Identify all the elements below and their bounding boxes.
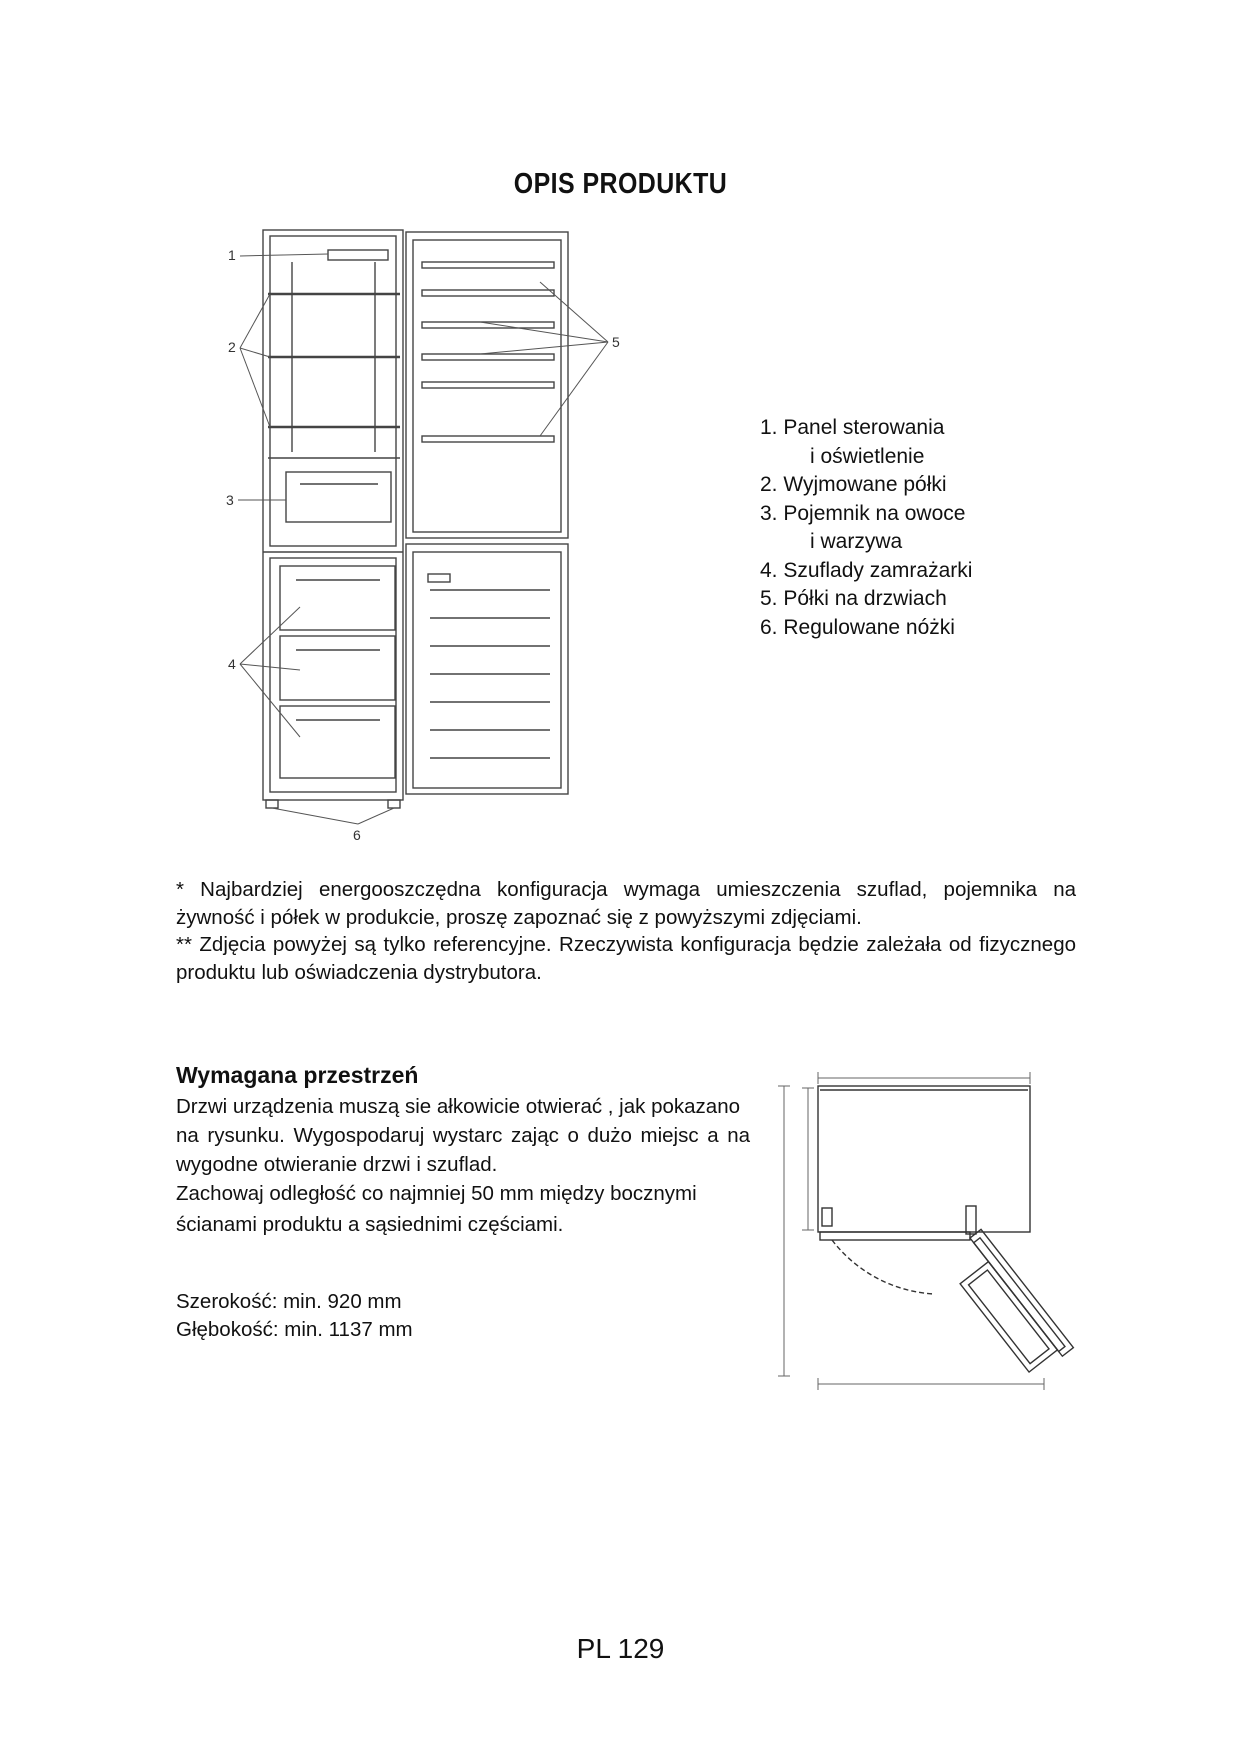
callout-3: 3 [226,492,234,508]
space-description [176,1092,750,1239]
parts-list [760,414,972,642]
space-line: wygodne otwieranie drzwi i szuflad. [176,1153,498,1176]
part-item: 1. Panel sterowania [760,416,945,439]
part-item: 3. Pojemnik na owoce [760,501,966,525]
space-line: na rysunku. Wygospodaruj wystarc zając o dużo miejsc a na [176,1124,750,1147]
control-panel-shape [328,250,388,260]
part-item: 6. Regulowane nóżki [760,615,955,639]
fridge-body-outline [263,230,403,800]
space-line: ścianami produktu a sąsiednimi częściami. [176,1213,564,1236]
callout-4: 4 [228,656,236,672]
space-line: Drzwi urządzenia muszą sie ałkowicie otwierać , jak pokazano [176,1095,740,1118]
depth-requirement: Głębokość: min. 1137 mm [176,1318,413,1341]
part-item: 4. Szuflady zamrażarki [760,558,973,582]
note-energy: * Najbardziej energooszczędna konfiguracja wymaga umieszczenia szuflad, pojemnika na żywność i półek w produkcie, proszę zapoznać się z powyższymi zdjęciami. [176,878,1076,929]
fridge-front-diagram [210,222,680,842]
part-item: 5. Półki na drzwiach [760,587,947,610]
note-reference: ** Zdjęcia powyżej są tylko referencyjne. Rzeczywista konfiguracja będzie zależała od fizycznego produktu lub oświadczenia dystrybutora. [176,933,1076,984]
part-item-continuation: i oświetlenie [810,444,925,468]
page-title: OPIS PRODUKTU [513,168,728,200]
callout-1: 1 [228,247,236,263]
width-requirement: Szerokość: min. 920 mm [176,1290,402,1313]
callout-2: 2 [228,339,236,355]
part-item-continuation: i warzywa [810,530,903,553]
space-line: Zachowaj odległość co najmniej 50 mm między bocznymi [176,1182,697,1205]
notes-block [176,876,1076,986]
part-item: 2. Wyjmowane półki [760,473,947,496]
section-heading: Wymagana przestrzeń [176,1062,419,1088]
callout-5: 5 [612,334,620,350]
clearance-top-view-diagram [776,1058,1076,1398]
page-number: PL 129 [576,1633,665,1664]
callout-6: 6 [353,827,361,842]
dimensions-block [176,1288,413,1344]
